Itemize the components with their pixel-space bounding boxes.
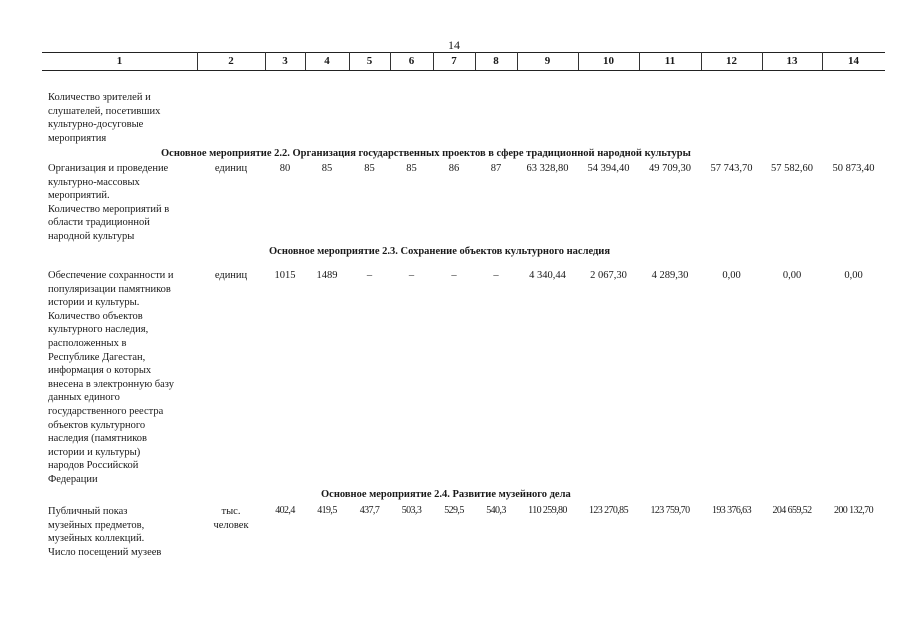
- value-2-4-col12: 193 376,63: [711, 505, 751, 516]
- section-description-2-2: Организация и проведение культурно-массовых мероприятий. Количество мероприятий в области традиционной народной культуры: [48, 163, 170, 242]
- value-2-2-col4: 85: [321, 163, 333, 174]
- value-2-3-col9: 4 340,44: [529, 270, 566, 281]
- header-col-4: 4: [324, 55, 330, 67]
- header-col-7: 7: [451, 55, 457, 67]
- value-2-2-col12: 57 743,70: [710, 163, 753, 174]
- value-2-3-col10: 2 067,30: [590, 270, 627, 281]
- value-2-2-col3: 80: [279, 163, 291, 174]
- value-2-3-col7: –: [451, 270, 457, 281]
- page-number: 14: [448, 38, 460, 52]
- value-2-3-col11: 4 289,30: [651, 270, 689, 281]
- header-col-6: 6: [408, 55, 415, 67]
- value-2-3-col14: 0,00: [844, 270, 863, 281]
- value-2-2-col14: 50 873,40: [832, 163, 875, 174]
- header-col-8: 8: [493, 55, 499, 67]
- value-2-4-col9: 110 259,80: [528, 505, 567, 516]
- value-2-4-col10: 123 270,85: [588, 505, 628, 516]
- value-2-2-col9: 63 328,80: [526, 163, 569, 174]
- table-header-bottom-line: [42, 70, 885, 71]
- value-2-3-col13: 0,00: [782, 270, 802, 281]
- header-col-5: 5: [366, 55, 373, 67]
- header-col-2: 2: [228, 55, 234, 67]
- value-2-4-col11: 123 759,70: [650, 505, 690, 516]
- value-2-4-col5: 437,7: [359, 505, 380, 516]
- section-description-2-3: Обеспечение сохранности и популяризации памятников истории и культуры. Количество объектов культурного наследия, расположенных в Республике Дагестан, информация о которых внесена в электронную базу данных единого государственного реестра объектов культурного наследия (памятников истории и культуры) народов Российской Федерации: [48, 270, 174, 485]
- value-2-3-col5: –: [366, 270, 373, 281]
- header-col-12: 12: [726, 55, 737, 67]
- section-title-2-2: Основное мероприятие 2.2. Организация государственных проектов в сфере традиционной народной культуры: [161, 148, 691, 159]
- value-2-3-col4: 1489: [316, 270, 338, 281]
- header-col-11: 11: [664, 55, 676, 67]
- value-2-2-col6: 85: [406, 163, 417, 174]
- value-2-4-col3: 402,4: [275, 505, 295, 516]
- value-2-4-col4: 419,5: [317, 505, 337, 516]
- value-2-2-col5: 85: [364, 163, 375, 174]
- section-title-2-3: Основное мероприятие 2.3. Сохранение объектов культурного наследия: [269, 246, 611, 257]
- value-2-3-col6: –: [408, 270, 415, 281]
- value-2-3-col3: 1015: [274, 270, 296, 281]
- value-2-4-col7: 529,5: [444, 505, 464, 516]
- header-col-10: 10: [603, 55, 614, 67]
- value-2-4-col8: 540,3: [486, 505, 506, 516]
- unit-2-4: тыс. человек: [213, 506, 249, 531]
- table-header-top-line: [42, 52, 885, 53]
- header-col-3: 3: [282, 55, 288, 67]
- header-col-9: 9: [544, 55, 551, 67]
- value-2-2-col13: 57 582,60: [771, 163, 813, 174]
- value-2-3-col8: –: [493, 270, 499, 281]
- value-2-2-col11: 49 709,30: [649, 163, 691, 174]
- section-title-2-4: Основное мероприятие 2.4. Развитие музейного дела: [321, 489, 571, 500]
- value-2-3-col12: 0,00: [722, 270, 741, 281]
- value-2-4-col13: 204 659,52: [772, 505, 812, 516]
- value-2-4-col6: 503,3: [401, 505, 422, 516]
- header-col-1: 1: [116, 55, 123, 67]
- value-2-2-col10: 54 394,40: [587, 163, 630, 174]
- intro-indicator-text: Количество зрителей и слушателей, посетивших культурно-досуговые мероприятия: [48, 92, 161, 144]
- header-col-13: 13: [786, 55, 798, 67]
- value-2-4-col14: 200 132,70: [833, 505, 873, 516]
- unit-2-2: единиц: [214, 163, 248, 174]
- value-2-2-col7: 86: [448, 163, 460, 174]
- header-col-14: 14: [848, 55, 859, 67]
- section-description-2-4: Публичный показ музейных предметов, музейных коллекций. Число посещений музеев: [48, 506, 162, 558]
- unit-2-3: единиц: [214, 270, 248, 281]
- value-2-2-col8: 87: [490, 163, 502, 174]
